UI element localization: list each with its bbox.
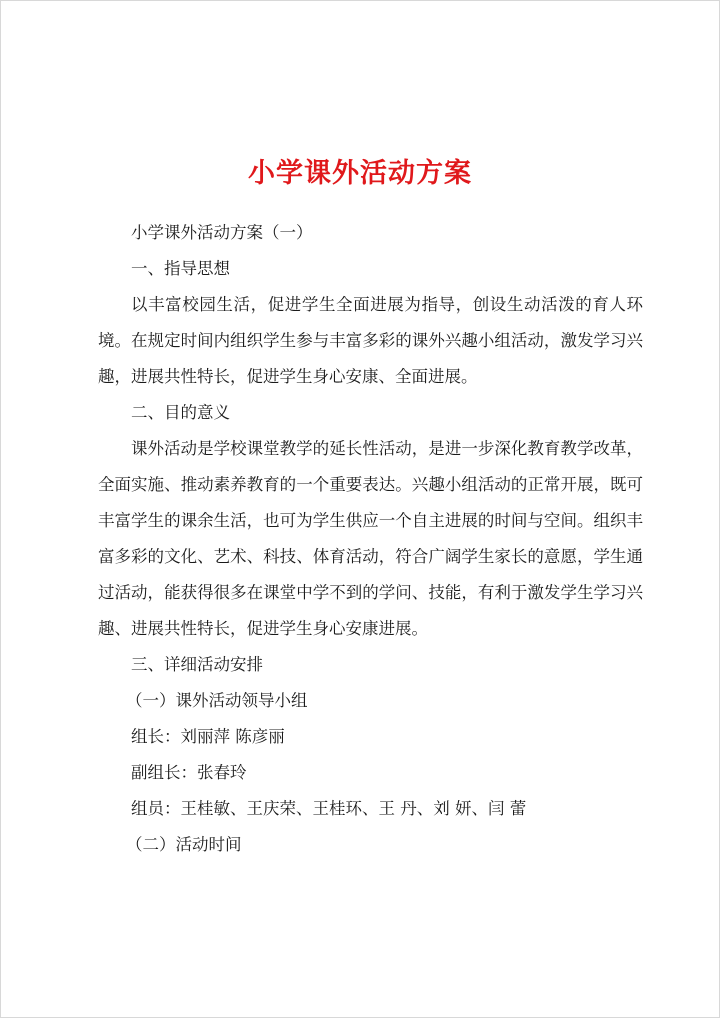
group-members: 组员：王桂敏、王庆荣、王桂环、王 丹、刘 妍、闫 蕾 xyxy=(131,799,527,818)
heading-activity-time: （二）活动时间 xyxy=(126,835,242,854)
deputy-leader: 副组长：张春玲 xyxy=(131,763,247,782)
heading-guiding-ideology: 一、指导思想 xyxy=(131,259,230,278)
document-body xyxy=(98,215,643,863)
group-leader: 组长：刘丽萍 陈彦丽 xyxy=(131,727,285,746)
subtitle: 小学课外活动方案（一） xyxy=(131,223,313,242)
document-title: 小学课外活动方案 xyxy=(248,158,472,189)
heading-purpose: 二、目的意义 xyxy=(131,403,230,422)
heading-activity-arrangement: 三、详细活动安排 xyxy=(131,655,263,674)
paragraph-purpose: 课外活动是学校课堂教学的延长性活动，是进一步深化教育教学改革，全面实施、推动素养教育的一个重要表达。兴趣小组活动的正常开展，既可丰富学生的课余生活，也可为学生供应一个自主进展的时间与空间。组织丰富多彩的文化、艺术、科技、体育活动，符合广阔学生家长的意愿，学生通过活动，能获得很多在课堂中学不到的学问、技能，有利于激发学生学习兴趣、进展共性特长，促进学生身心安康进展。 xyxy=(98,439,643,638)
paragraph-guiding-ideology: 以丰富校园生活，促进学生全面进展为指导，创设生动活泼的育人环境。在规定时间内组织学生参与丰富多彩的课外兴趣小组活动，激发学习兴趣，进展共性特长，促进学生身心安康、全面进展。 xyxy=(98,295,643,386)
heading-leadership-group: （一）课外活动领导小组 xyxy=(126,691,308,710)
